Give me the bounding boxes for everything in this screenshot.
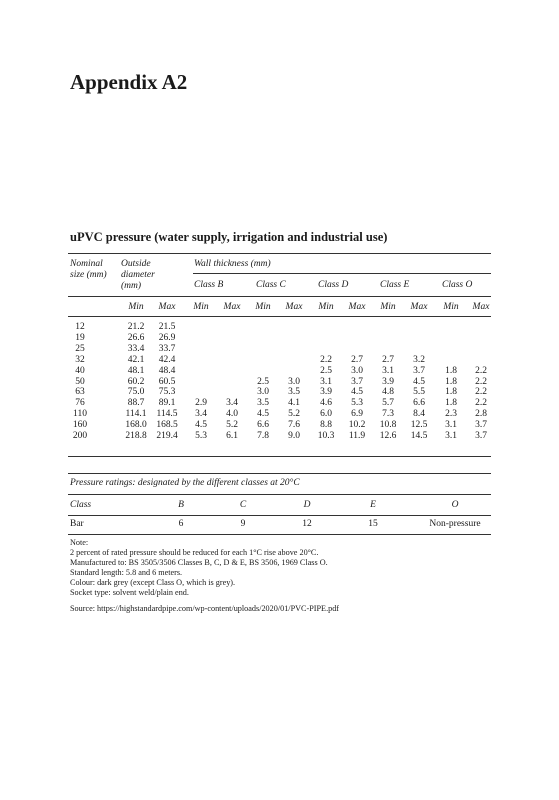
max-header: Max (348, 302, 366, 312)
max-header: Max (158, 302, 176, 312)
table-cell: 3.9 (320, 387, 332, 398)
table-cell: 5.3 (351, 398, 363, 409)
nominal-size-cell: 200 (72, 431, 88, 441)
table-cell: 6.6 (413, 398, 425, 409)
class-c-header: Class C (256, 280, 286, 290)
min-header: Min (128, 302, 144, 312)
table-cell: 26.9 (158, 332, 176, 343)
note-line: Socket type: solvent weld/plain end. (70, 588, 189, 597)
table-cell: 3.4 (195, 409, 207, 420)
min-header: Min (255, 302, 271, 312)
nominal-size-cell: 40 (75, 365, 85, 376)
table-cell: 12.6 (379, 431, 397, 441)
table-cell: 3.7 (351, 376, 363, 387)
pressure-class-label: Class (70, 500, 92, 510)
table-cell: 3.7 (475, 431, 487, 441)
table-cell: 7.8 (257, 431, 269, 441)
nominal-size-cell: 76 (75, 398, 85, 409)
table-cell: 26.6 (127, 332, 145, 343)
class-o-header: Class O (442, 280, 473, 290)
pressure-bar-label: Bar (70, 519, 84, 529)
pressure-class: C (239, 500, 247, 510)
table-cell: 2.2 (320, 354, 332, 365)
table-cell: 2.2 (475, 365, 487, 376)
table-cell: 4.8 (382, 387, 394, 398)
max-header: Max (223, 302, 241, 312)
pressure-class: D (303, 500, 311, 510)
max-header: Max (410, 302, 428, 312)
table-cell: 168.5 (156, 420, 178, 431)
nominal-size-cell: 160 (72, 420, 88, 431)
nominal-size-header: Nominal size (mm) (70, 259, 107, 280)
nominal-size-cell: 25 (75, 343, 85, 354)
table-cell: 42.4 (158, 354, 176, 365)
table-cell: 218.8 (125, 431, 147, 441)
table-cell: 2.9 (195, 398, 207, 409)
table-cell: 114.1 (125, 409, 147, 420)
note-heading: Note: (70, 538, 89, 547)
table-cell: 33.4 (127, 343, 145, 354)
wall-thickness-header: Wall thickness (mm) (194, 259, 271, 269)
table-cell: 21.2 (127, 322, 145, 332)
note-line: Manufactured to: BS 3505/3506 Classes B, C, D & E, BS 3506, 1969 Class O. (70, 558, 328, 567)
table-cell: 168.0 (125, 420, 147, 431)
table-cell: 3.2 (413, 354, 425, 365)
table-cell: 8.8 (320, 420, 332, 431)
table-cell: 14.5 (410, 431, 428, 441)
table-bottom-rule (68, 456, 491, 457)
table-cell: 11.9 (348, 431, 366, 441)
table-cell: 10.8 (379, 420, 397, 431)
nominal-size-cell: 50 (75, 376, 85, 387)
table-cell: 219.4 (156, 431, 178, 441)
pressure-bar-value: Non-pressure (429, 519, 481, 529)
table-cell: 10.2 (348, 420, 366, 431)
pressure-bar-value: 6 (178, 519, 184, 529)
pressure-title: Pressure ratings: designated by the different classes at 20°C (70, 478, 300, 488)
table-cell: 9.0 (288, 431, 300, 441)
table-cell: 5.3 (195, 431, 207, 441)
pressure-class: O (451, 500, 459, 510)
table-cell: 6.0 (320, 409, 332, 420)
table-cell: 2.2 (475, 376, 487, 387)
pressure-header-rule (68, 494, 491, 495)
min-header: Min (443, 302, 459, 312)
table-cell: 3.0 (288, 376, 300, 387)
appendix-title: Appendix A2 (70, 70, 188, 94)
table-cell: 7.6 (288, 420, 300, 431)
note-line: 2 percent of rated pressure should be reduced for each 1°C rise above 20°C. (70, 548, 319, 557)
table-cell: 3.1 (445, 431, 457, 441)
table-cell: 21.5 (158, 322, 176, 332)
table-cell: 2.3 (445, 409, 457, 420)
pressure-class: B (178, 500, 184, 510)
pressure-class: E (370, 500, 376, 510)
table-cell: 5.5 (413, 387, 425, 398)
min-header: Min (193, 302, 209, 312)
table-cell: 1.8 (445, 376, 457, 387)
min-header: Min (380, 302, 396, 312)
source-line: Source: https://highstandardpipe.com/wp-content/uploads/2020/01/PVC-PIPE.pdf (70, 604, 340, 613)
outside-diameter-header: Outside diameter (mm) (121, 259, 155, 291)
table-cell: 2.5 (257, 376, 269, 387)
table-cell: 75.3 (158, 387, 176, 398)
table-cell: 3.1 (445, 420, 457, 431)
table-cell: 6.1 (226, 431, 238, 441)
table-cell: 2.2 (475, 387, 487, 398)
table-cell: 3.0 (257, 387, 269, 398)
table-cell: 4.1 (288, 398, 300, 409)
class-d-header: Class D (318, 280, 349, 290)
class-e-header: Class E (380, 280, 410, 290)
table-cell: 4.5 (257, 409, 269, 420)
table-cell: 88.7 (127, 398, 145, 409)
pressure-bar-value: 12 (302, 519, 312, 529)
max-header: Max (285, 302, 303, 312)
table-cell: 4.5 (351, 387, 363, 398)
table-cell: 10.3 (317, 431, 335, 441)
table-cell: 33.7 (158, 343, 176, 354)
table-cell: 3.9 (382, 376, 394, 387)
table-cell: 7.3 (382, 409, 394, 420)
nominal-size-cell: 32 (75, 354, 85, 365)
table-cell: 3.0 (351, 365, 363, 376)
table-cell: 60.2 (127, 376, 145, 387)
table-cell: 3.1 (320, 376, 332, 387)
table-cell: 6.6 (257, 420, 269, 431)
table-title: uPVC pressure (water supply, irrigation and industrial use) (70, 230, 388, 244)
table-cell: 5.2 (226, 420, 238, 431)
table-cell: 2.5 (320, 365, 332, 376)
table-cell: 4.5 (195, 420, 207, 431)
nominal-size-cell: 12 (75, 322, 85, 332)
table-cell: 3.4 (226, 398, 238, 409)
table-cell: 48.1 (127, 365, 145, 376)
table-top-rule (68, 253, 491, 254)
table-cell: 3.7 (413, 365, 425, 376)
table-cell: 48.4 (158, 365, 176, 376)
table-cell: 5.7 (382, 398, 394, 409)
table-cell: 4.6 (320, 398, 332, 409)
table-cell: 1.8 (445, 365, 457, 376)
table-cell: 5.2 (288, 409, 300, 420)
table-cell: 4.5 (413, 376, 425, 387)
nominal-size-cell: 63 (75, 387, 85, 398)
table-cell: 4.0 (226, 409, 238, 420)
pressure-bottom-rule (68, 534, 491, 535)
table-cell: 42.1 (127, 354, 145, 365)
table-cell: 60.5 (158, 376, 176, 387)
header-rule (68, 296, 491, 297)
class-b-header: Class B (194, 280, 224, 290)
pressure-bar-value: 9 (240, 519, 246, 529)
table-cell: 3.5 (257, 398, 269, 409)
table-cell: 3.5 (288, 387, 300, 398)
table-cell: 1.8 (445, 398, 457, 409)
table-cell: 114.5 (156, 409, 178, 420)
minmax-rule (68, 316, 491, 317)
max-header: Max (472, 302, 490, 312)
table-cell: 12.5 (410, 420, 428, 431)
table-cell: 2.2 (475, 398, 487, 409)
table-cell: 6.9 (351, 409, 363, 420)
note-line: Standard length: 5.8 and 6 meters. (70, 568, 183, 577)
min-header: Min (318, 302, 334, 312)
pressure-top-rule (68, 473, 491, 474)
table-cell: 89.1 (158, 398, 176, 409)
table-cell: 1.8 (445, 387, 457, 398)
nominal-size-cell: 19 (75, 332, 85, 343)
pressure-bar-value: 15 (368, 519, 378, 529)
table-cell: 3.1 (382, 365, 394, 376)
table-cell: 75.0 (127, 387, 145, 398)
table-cell: 3.7 (475, 420, 487, 431)
wall-thickness-rule (193, 273, 491, 274)
note-line: Colour: dark grey (except Class O, which is grey). (70, 578, 236, 587)
table-cell: 8.4 (413, 409, 425, 420)
table-cell: 2.7 (382, 354, 394, 365)
table-cell: 2.8 (475, 409, 487, 420)
pressure-mid-rule (68, 515, 491, 516)
table-cell: 2.7 (351, 354, 363, 365)
nominal-size-cell: 110 (73, 409, 87, 420)
